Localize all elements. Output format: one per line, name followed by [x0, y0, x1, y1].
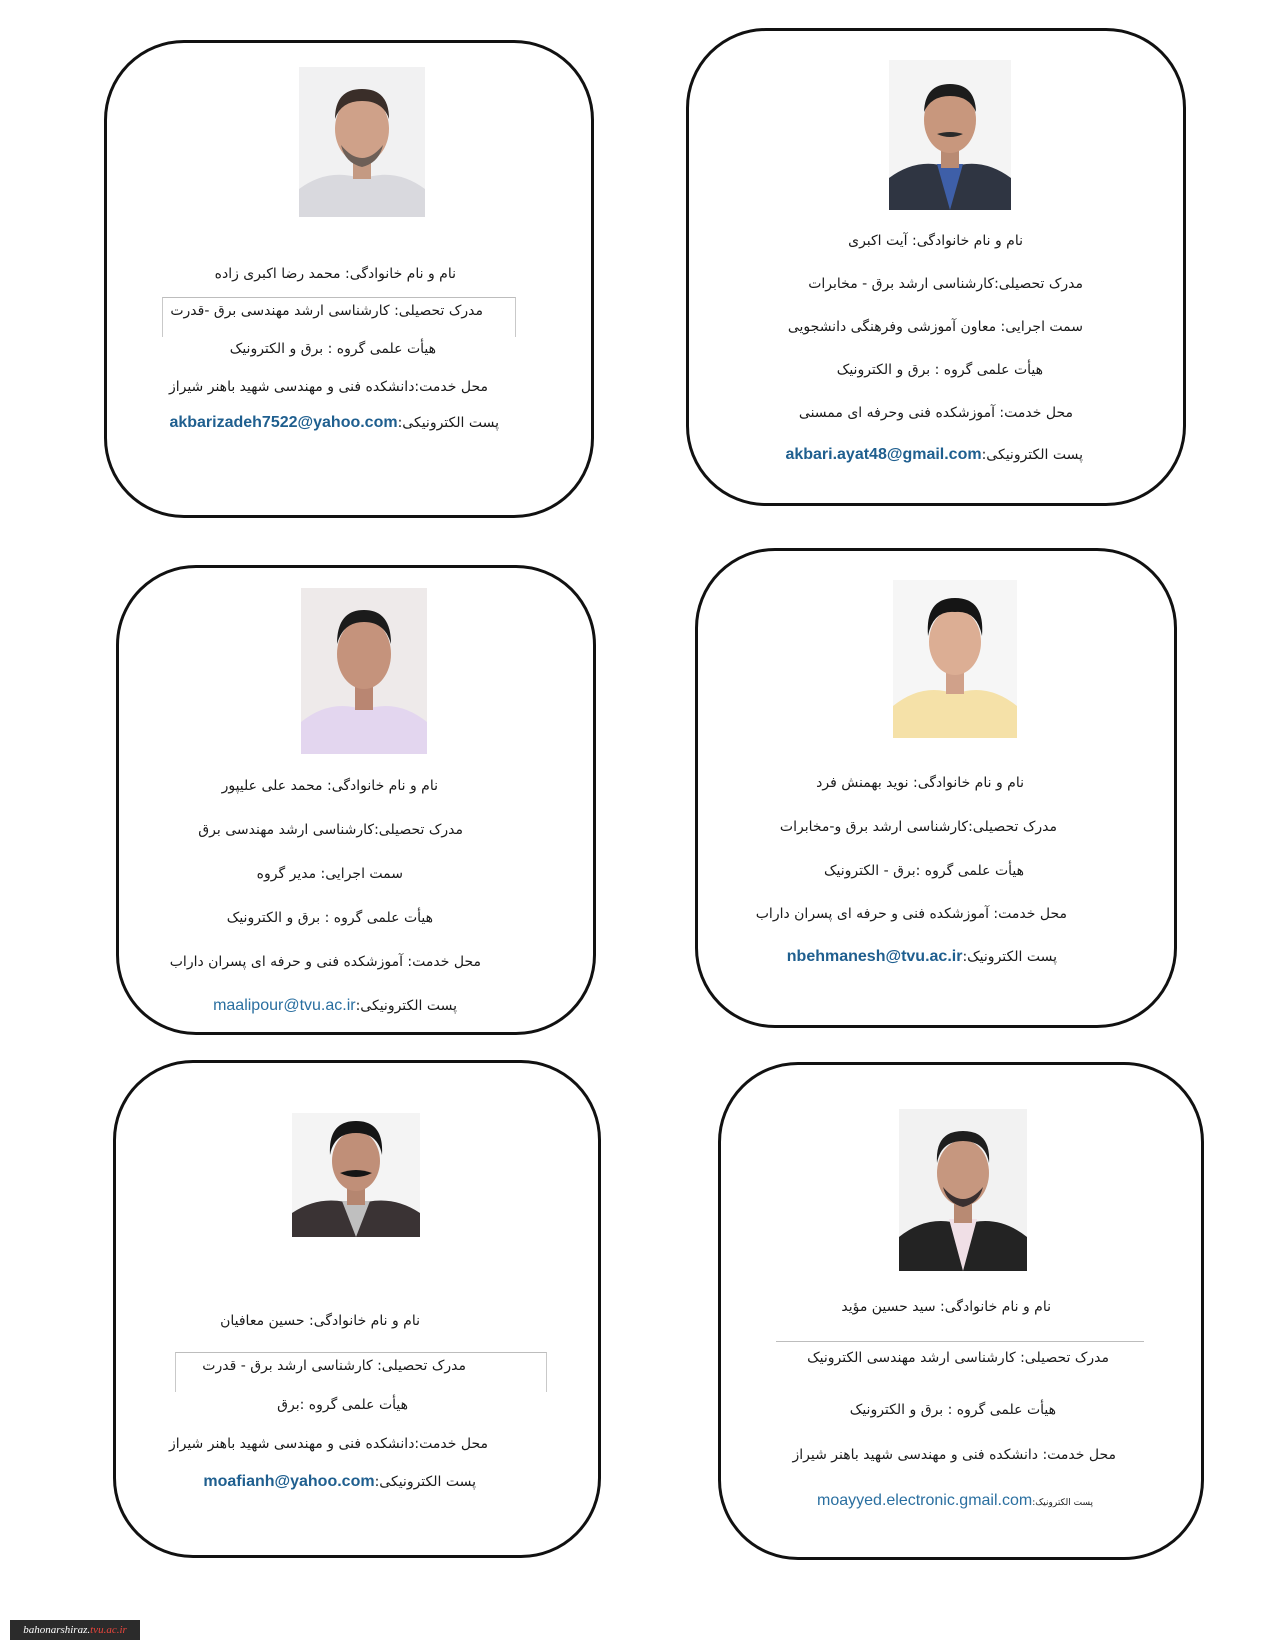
degree-line: مدرک تحصیلی:کارشناسی ارشد برق و-مخابرات	[779, 819, 1057, 835]
faculty-group-line: هیأت علمی گروه : برق و الکترونیک	[849, 1402, 1056, 1418]
workplace-line: محل خدمت: آموزشکده فنی و حرفه ای پسران داراب	[169, 954, 481, 970]
email-line	[203, 1472, 476, 1492]
name-line: نام و نام خانوادگی: نوید بهمنش فرد	[816, 775, 1024, 791]
site-watermark[interactable]	[10, 1620, 140, 1640]
email-label: پست الکترونیکی:	[374, 1474, 476, 1490]
degree-line: مدرک تحصیلی:کارشناسی ارشد مهندسی برق	[198, 822, 463, 838]
email-link[interactable]: akbarizadeh7522@yahoo.com	[169, 414, 398, 431]
email-line	[787, 947, 1057, 967]
email-line	[785, 445, 1083, 465]
degree-line: مدرک تحصیلی: کارشناسی ارشد برق - قدرت	[202, 1358, 466, 1374]
email-link[interactable]: akbari.ayat48@gmail.com	[785, 446, 982, 463]
workplace-line: محل خدمت:دانشکده فنی و مهندسی شهید باهنر شیراز	[168, 1436, 488, 1452]
degree-divider	[776, 1341, 1144, 1342]
degree-line: مدرک تحصیلی: کارشناسی ارشد مهندسی برق -قدرت	[170, 303, 483, 319]
faculty-group-line: هیأت علمی گروه : برق و الکترونیک	[226, 910, 433, 926]
email-label: پست الکترونیک:	[962, 949, 1057, 965]
site-prefix: bahonarshiraz.	[23, 1624, 91, 1636]
portrait-photo-icon	[893, 580, 1017, 738]
email-line	[213, 996, 457, 1016]
position-line: سمت اجرایی: معاون آموزشی وفرهنگی دانشجویی	[787, 319, 1083, 335]
email-label: پست الکترونیک:	[1032, 1498, 1093, 1508]
email-link[interactable]: nbehmanesh@tvu.ac.ir	[786, 948, 963, 965]
faculty-group-line: هیأت علمی گروه : برق و الکترونیک	[229, 341, 436, 357]
profile-card-behmanesh	[695, 548, 1177, 1028]
workplace-line: محل خدمت: دانشکده فنی و مهندسی شهید باهنر شیراز	[792, 1447, 1116, 1463]
degree-line: مدرک تحصیلی: کارشناسی ارشد مهندسی الکترونیک	[807, 1350, 1109, 1366]
email-label: پست الکترونیکی:	[397, 415, 499, 431]
portrait-photo-icon	[292, 1113, 420, 1237]
degree-line: مدرک تحصیلی:کارشناسی ارشد برق - مخابرات	[808, 276, 1083, 292]
email-line	[169, 413, 499, 433]
portrait-photo-icon	[301, 588, 427, 754]
profile-card-akbarizadeh	[104, 40, 594, 518]
portrait-photo-icon	[899, 1109, 1027, 1271]
name-line: نام و نام خانوادگی: سید حسین مؤید	[841, 1299, 1051, 1315]
name-line: نام و نام خانوادگی: محمد رضا اکبری زاده	[214, 266, 456, 282]
email-link[interactable]: moayyed.electronic.gmail.com	[817, 1492, 1033, 1509]
faculty-group-line: هیأت علمی گروه : برق و الکترونیک	[836, 362, 1043, 378]
faculty-group-line: هیأت علمی گروه :برق	[277, 1397, 408, 1413]
profile-card-alipour	[116, 565, 596, 1035]
portrait-photo-icon	[299, 67, 425, 217]
profile-card-moafian	[113, 1060, 601, 1558]
portrait-photo-icon	[889, 60, 1011, 210]
site-accent: tvu.ac.ir	[90, 1624, 127, 1636]
name-line: نام و نام خانوادگی: حسین معافیان	[220, 1313, 420, 1329]
email-link[interactable]: moafianh@yahoo.com	[203, 1473, 375, 1490]
position-line: سمت اجرایی: مدیر گروه	[256, 866, 403, 882]
email-label: پست الکترونیکی:	[981, 447, 1083, 463]
name-line: نام و نام خانوادگی: محمد علی علیپور	[221, 778, 438, 794]
email-label: پست الکترونیکی:	[355, 998, 457, 1014]
email-line	[817, 1491, 1093, 1513]
profile-card-moayyed	[718, 1062, 1204, 1560]
name-line: نام و نام خانوادگی: آیت اکبری	[848, 233, 1023, 249]
workplace-line: محل خدمت:دانشکده فنی و مهندسی شهید باهنر شیراز	[168, 379, 488, 395]
workplace-line: محل خدمت: آموزشکده فنی و حرفه ای پسران داراب	[755, 906, 1067, 922]
faculty-group-line: هیأت علمی گروه :برق - الکترونیک	[823, 863, 1024, 879]
profile-card-ayat-akbari	[686, 28, 1186, 506]
workplace-line: محل خدمت: آموزشکده فنی وحرفه ای ممسنی	[798, 405, 1073, 421]
email-link[interactable]: maalipour@tvu.ac.ir	[213, 997, 356, 1014]
